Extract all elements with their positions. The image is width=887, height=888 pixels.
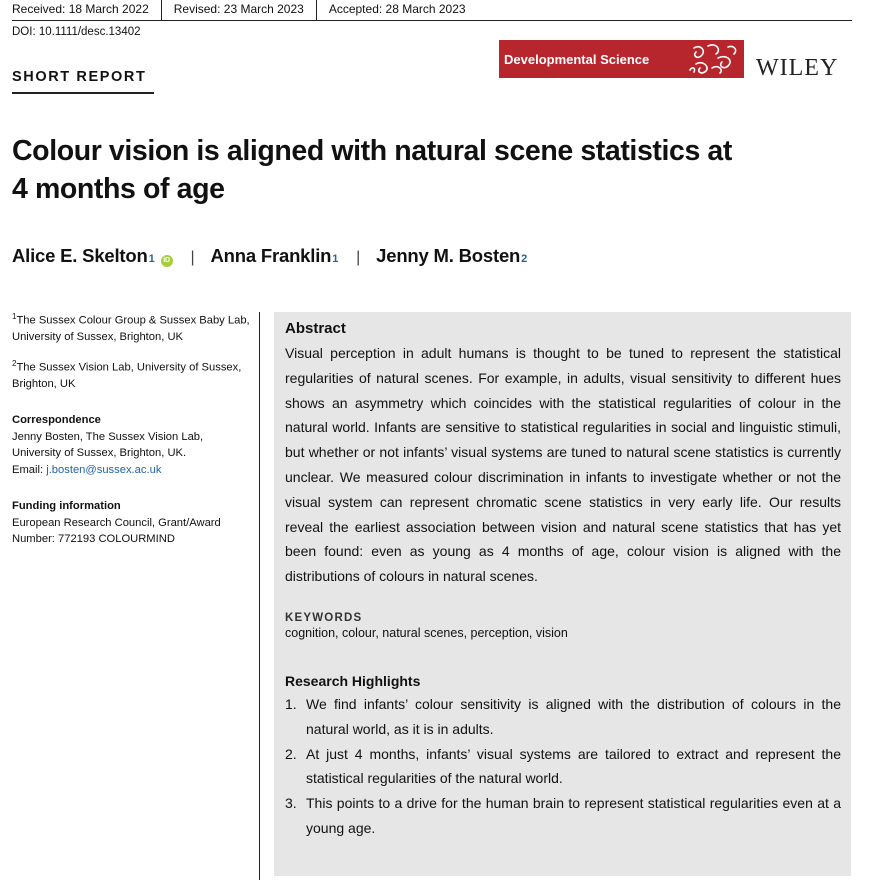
affiliation-number: 1 [12, 312, 17, 321]
affiliation-number: 2 [12, 358, 17, 368]
article-type: SHORT REPORT [12, 69, 147, 85]
revised-date: Revised: 23 March 2023 [161, 0, 316, 20]
affiliation-2 [12, 356, 257, 393]
affiliation-text: The Sussex Colour Group & Sussex Baby Lab, University of Sussex, Brighton, UK [12, 314, 250, 344]
highlights-heading: Research Highlights [285, 672, 421, 689]
funding-line: Number: 772193 COLOURMIND [12, 533, 175, 546]
publisher-logo[interactable]: WILEY [756, 55, 839, 81]
journal-name: Developmental Science [504, 51, 650, 67]
received-date: Received: 18 March 2022 [12, 2, 149, 16]
keywords-heading: KEYWORDS [285, 611, 363, 624]
article-title: Colour vision is aligned with natural scene statistics at 4 months of age [12, 135, 732, 205]
article-type-underline [12, 92, 154, 94]
keywords-list: cognition, colour, natural scenes, perception, vision [285, 625, 568, 640]
abstract-text: Visual perception in adult humans is thought to be tuned to represent the statistical regularities of natural scenes. For example, in adults, visual sensitivity to different hues shows an asymmetry which coincides with the statistical regularities of colour in the natural world. Infants are sensitive to statistical regularities in social and linguistic stimuli, but whether or not infants’ visual systems are tuned to natural scene statistics is currently unclear. We measured colour discrimination in infants to investigate whether or not the visual system can represent chromatic scene statistics in very early life. Our results reveal the earliest association between vision and natural scene statistics that has yet been found: even as young as 4 months of age, colour vision is aligned with the distributions of colours in natural scenes. [285, 345, 841, 585]
list-item [285, 791, 841, 841]
accepted-date: Accepted: 28 March 2023 [316, 0, 478, 20]
funding-information [12, 498, 257, 548]
list-item [285, 692, 841, 742]
doi: DOI: 10.1111/desc.13402 [12, 26, 141, 38]
list-item-text: We find infants’ colour sensitivity is aligned with the distribution of colours in the natural world, as it is in adults. [306, 695, 841, 737]
author-separator: | [190, 249, 195, 266]
author-separator: | [356, 249, 361, 266]
journal-ornament-icon [688, 42, 740, 76]
list-item-number: 3. [285, 795, 297, 812]
correspondence [12, 412, 257, 478]
email-label: Email: [12, 463, 47, 476]
abstract-panel [274, 312, 851, 876]
affiliation-text: The Sussex Vision Lab, University of Sussex, Brighton, UK [12, 361, 242, 390]
column-divider [259, 312, 260, 880]
author-affiliation[interactable]: 1 [332, 253, 339, 265]
abstract-heading: Abstract [285, 320, 346, 337]
author-list [12, 245, 527, 267]
dates-bar [12, 0, 852, 21]
author-name[interactable]: Anna Franklin [210, 245, 332, 266]
highlights-list [285, 692, 841, 841]
funding-heading: Funding information [12, 500, 121, 513]
journal-banner[interactable] [499, 40, 744, 78]
list-item-number: 2. [285, 745, 297, 762]
correspondence-line: University of Sussex, Brighton, UK. [12, 447, 187, 460]
affiliation-1 [12, 309, 257, 346]
orcid-icon[interactable]: iD [161, 255, 173, 267]
author-affiliation[interactable]: 1 [148, 253, 155, 265]
email-link[interactable]: j.bosten@sussex.ac.uk [46, 463, 162, 476]
article-info-sidebar [12, 309, 257, 558]
list-item-text: At just 4 months, infants’ visual systems are tailored to extract and represent the statistical regularities of the natural world. [306, 745, 841, 787]
list-item [285, 742, 841, 792]
correspondence-line: Jenny Bosten, The Sussex Vision Lab, [12, 430, 204, 443]
correspondence-heading: Correspondence [12, 414, 101, 427]
author-name[interactable]: Alice E. Skelton [12, 245, 148, 266]
author-affiliation[interactable]: 2 [521, 253, 528, 265]
list-item-text: This points to a drive for the human brain to represent statistical regularities even at a young age. [306, 795, 841, 836]
funding-line: European Research Council, Grant/Award [12, 516, 221, 529]
list-item-number: 1. [285, 695, 297, 712]
author-name[interactable]: Jenny M. Bosten [376, 245, 521, 266]
